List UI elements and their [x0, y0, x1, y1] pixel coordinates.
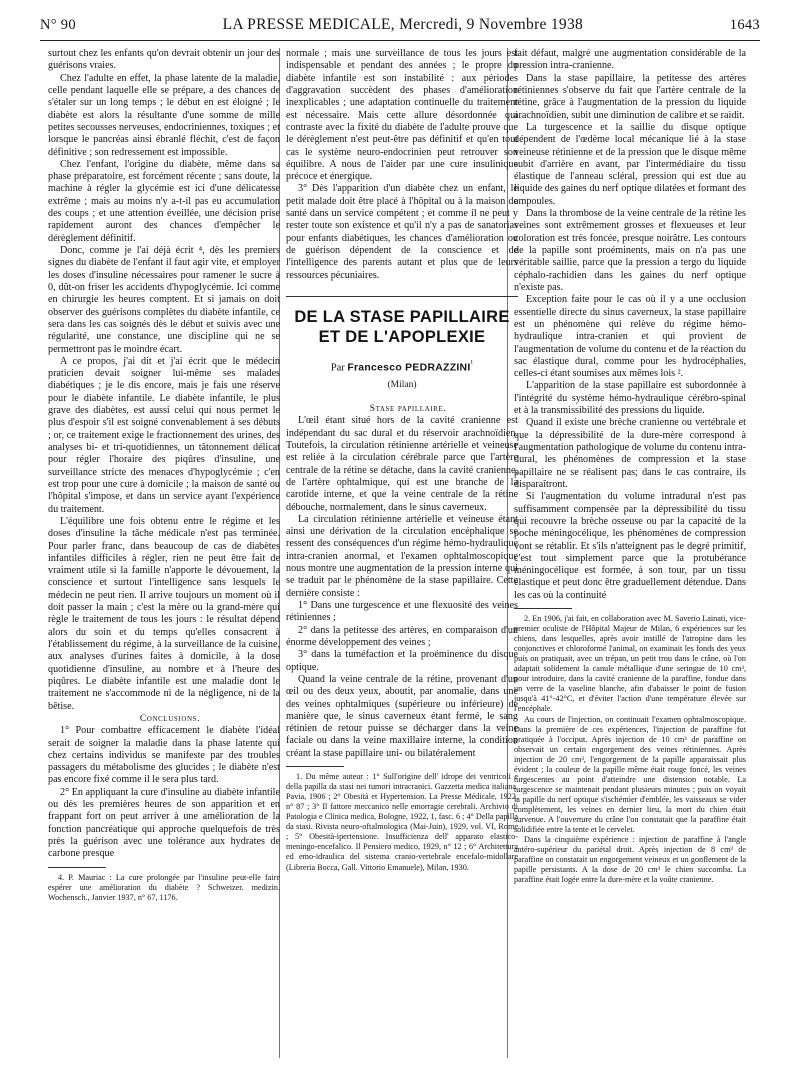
paragraph: 3° Dès l'apparition d'un diabète chez un enfant, le petit malade doit être placé à l'hôpital ou à la maison de santé dans un service compétent ; et comme il ne peut y rester toute son existence et qu'il n'y a pas de sanatorias pour enfants diabétiques, les chances d'amélioration ou de guérison dépendent de la conscience et de l'intelligence des parents autant et plus que de leurs ressources pécuniaires. — [286, 183, 518, 281]
journal-title-date: LA PRESSE MEDICALE, Mercredi, 9 Novembre 1938 — [222, 16, 584, 33]
footnote: Au cours de l'injection, on continuait l'examen ophtalmoscopique. Dans la première de ces expériences, l'injection de paraffine fut pratiquée à l'occiput. Après injection de 10 cm³ de paraffine on observait un certain engorgement des veines rétiniennes. Après injection de 20 cm³, l'engorgement de la papille apparaissait plus évident ; la couleur de la papille même était rouge foncé, les veines turgescentes au point d'atteindre une distension notable. La turgescence se maintenait pendant plusieurs minutes ; puis on voyait la papille du nerf optique s'ischémier d'emblée, les vaisseaux se vider complètement, les veines en dernier lieu, la mort du chien était survenue. A l'ouverture du crâne l'on constatait que la paraffine était solidifiée entre la tente et le cervelet. — [514, 714, 746, 835]
column-2 — [286, 48, 518, 873]
page-number: 1643 — [729, 17, 760, 33]
paragraph: surtout chez les enfants qu'on devrait obtenir un jour des guérisons vraies. — [48, 48, 280, 72]
paragraph: L'équilibre une fois obtenu entre le régime et les doses d'insuline la tâche médicale n'est pas terminée. Pour parler franc, dans beaucoup de cas de diabètes infantiles difficiles à régler, rien ne peut être fait de vraiment utile si la famille n'apporte le dévouement, la conscience et surtout l'intelligence sans lesquels le médecin ne peut rien. Il arrive toujours un moment où il doit passer la main ; c'est la mère ou la grand-mère qui règle le traitement de tous les jours : le résultat dépend alors du soin et du temps qu'elles consacrent à l'établissement du régime, à la surveillance de la cuisine, aux analyses d'urines faites à domicile, à la dose quotidienne d'insuline, au nombre et à l'heure des piqûres. Le diabète infantile est une maladie dont le traitement ne s'accommode ni de la négligence, ni de la bêtise. — [48, 515, 280, 712]
footnote-rule — [286, 766, 344, 767]
paragraph: Donc, comme je l'ai déjà écrit ⁴, dès les premiers signes du diabète de l'enfant il faut agir vite, et employer les doses d'insuline nécessaires pour ramener le sucre à 0, dût-on friser les accidents d'hypoglycémie. Ici comme en chirurgie les heures comptent. Et si jamais on doit observer des guérisons complètes du diabète infantile, ce sera dans les cas soignés dès le début et suivis avec une régularité, une constance, une discipline qui ne se permettront pas le moindre écart. — [48, 245, 280, 355]
paragraph: Dans la stase papillaire, la petitesse des artères rétiniennes s'observe du fait que l'artère centrale de la rétine, grâce à l'augmentation de la pression du liquide arachnoïdien, subit une diminution de calibre et se raidit. — [514, 72, 746, 121]
paragraph: Quand il existe une brèche cranienne ou vertébrale et que la dépressibilité de la dure-mère correspond à l'augmentation pathologique de volume du contenu intra-dural, les phénomènes de compression et la stase papillaire ne se réalisent pas; dans le cas contraire, ils disparaîtront. — [514, 417, 746, 490]
paragraph: Exception faite pour le cas où il y a une occlusion essentielle directe du sinus caverneux, la stase papillaire est un phénomène qui relève du régime hémo-hydraulique intra-cranien et qui provient de l'augmentation de volume du contenu et de la réaction du sac élastique dural, comme pour les hydrocéphalies, celles-ci étant soumises aux mêmes lois ². — [514, 294, 746, 380]
header-rule — [40, 40, 760, 41]
paragraph: 1° Pour combattre efficacement le diabète l'idéal serait de soigner la maladie dans la phase latente qui chez certains individus se manifeste par des troubles passagers du métabolisme des glucides ; le diabète n'est pas encore fixé comme il le sera plus tard. — [48, 725, 280, 786]
paragraph: fait défaut, malgré une augmentation considérable de la pression intra-cranienne. — [514, 48, 746, 72]
section-heading: Stase papillaire. — [369, 404, 447, 415]
footnote: Dans la cinquième expérience : injection de paraffine à l'angle antéro-supérieur du pariétal droit. Après injection de 8 cm³ de paraffine on constatait un engorgement veineux et un gonflement de la papille persistants. A la dose de 20 cm³ le chien succomba. La paraffine était logée entre la dure-mère et la voûte cranienne. — [514, 835, 746, 885]
paragraph: 1° Dans une turgescence et une flexuosité des veines rétiniennes ; — [286, 600, 518, 624]
footnote: 2. En 1906, j'ai fait, en collaboration avec M. Saverio Lainati, vice-premier oculiste de l'Hôpital Majeur de Milan, 6 expériences sur les chiens, dans lesquelles, après avoir instillé de l'atropine dans les conjonctives et chloroformé l'animal, on examinait les fonds des yeux puis on pratiquait, avec un trépan, un petit trou dans le crâne, où l'on adaptait solidement la canule métallique d'une seringue de 10 cm³, pour introduire, dans la cavité cranienne de la paraffine, fondue dans un verre de la vaseline blanche, afin d'abaisser le point de fusion jusqu'à 41°-42°C, et d'éviter l'action d'une température élevée sur l'encéphale. — [514, 614, 746, 714]
paragraph: L'apparition de la stase papillaire est subordonnée à l'intégrité du système hémo-hydraulique cérébro-spinal et à la transmissibilité des pressions du liquide. — [514, 380, 746, 417]
article-title-line: DE LA STASE PAPILLAIRE — [294, 307, 510, 326]
paragraph: La turgescence et la saillie du disque optique dépendent de l'œdème local mécanique lié à la stase veineuse rétinienne et de la pression que le disque même subit d'arrière en avant, par l'intermédiaire du tissu élastique de l'anneau scléral, pression qui est due au liquide des gaines du nerf optique dilatées et formant des ampoules. — [514, 121, 746, 207]
author-name: Francesco PEDRAZZINI — [347, 362, 471, 374]
paragraph: Quand la veine centrale de la rétine, provenant d'un œil ou des deux yeux, aboutit, par anomalie, dans une des veines ophtalmiques (supérieure ou inférieure) de manière que, le sinus caverneux étant fermé, le sang rétinien de retour puisse se décharger dans la veine faciale ou dans la veine maxillaire interne, la condition créant la stase papillaire uni- ou bilatéralement — [286, 673, 518, 759]
footnotes — [48, 873, 280, 903]
paragraph: A ce propos, j'ai dit et j'ai écrit que le médecin praticien devait soigner lui-même ses malades diabétiques ; je le dis encore, mais je fais une réserve pour le diabète infantile. Le diabète infantile, le plus grave des diabètes, est aussi celui qui nous permet le plus d'espoir s'il est soigné convenablement à ses débuts ; or, ce traitement exige le fractionnement des urines, des analyses bi- et tri-quotidiennes, un tâtonnement délicat pour régler l'horaire des piqûres d'insuline, une surveillance stricte des menaces d'hypoglycémie ; c'en est trop pour une cure à domicile ; la maison de santé ou l'hôpital s'impose, et dans un service ayant l'expérience du traitement. — [48, 355, 280, 515]
footnote: 1. Du même auteur : 1° Sull'origine dell' idrope dei ventricoli e della papilla da stasi nei tumori intracranici. Gazzetta medica italiana, Pavia, 1906 ; 2° Obesità et Hypertension. La Presse Médicale, 1922, n° 87 ; 3° Il fattore meccanico nelle emorragie cerebrali. Archivio di Patologia e Clinica medica, Bologne, 1922, 1, fasc. 6 ; 4° Della papilla da stasi. Rivista neuro-oftalmologica (Mai-Juin), 1929, vol. VI, Rome ; 5° Obesità-ipertensione. Insufficienza dell' apparato elastico-meningo-encefalico. Il Pensiero medico, 1929, n° 12 ; 6° Architettura ed emo-idraulica del sistema cranio-vertebrale encefalo-midollare (Libreria Bocca, Gall. Vittorio Emanuele), Milan, 1930. — [286, 772, 518, 872]
section-heading: Conclusions. — [139, 713, 201, 724]
footnote-rule — [48, 867, 106, 868]
footnotes — [286, 772, 518, 872]
article-title — [286, 307, 518, 347]
paragraph: Si l'augmentation du volume intradural n'est pas suffisamment compensée par la dépressibilité du tissu qui recouvre la brèche osseuse ou par la capacité de la poche méningocélique, les phénomènes de compression vont se rétablir. Et s'ils n'atteignent pas le degré primitif, c'est tout simplement parce que la protubérance méningocélique est formée, à son tour, par un tissu élastique et peut donc être graduellement détendue. Dans les cas où la continuité — [514, 491, 746, 601]
page-header — [40, 16, 760, 38]
paragraph: 3° dans la tuméfaction et la proéminence du disque optique. — [286, 649, 518, 673]
paragraph: La circulation rétinienne artérielle et veineuse étant ainsi une dérivation de la circulation encéphalique se ressent des conséquences d'un régime hémo-hydraulique intra-cranien anormal, et l'examen ophtalmoscopique nous montre une augmentation de la pression interne qui se traduit par le phénomène de la stase papillaire. Cette dernière consiste : — [286, 513, 518, 599]
paragraph: Chez l'enfant, l'origine du diabète, même dans sa phase préparatoire, est forcément récente ; sans doute, la machine à régler la glycémie est ici d'une délicatesse extrême ; mais au moins n'y a-t-il pas eu accumulation des coups ; et une attention éveillée, une décision prise rapidement auront des chances d'empêcher le dérèglement définitif. — [48, 158, 280, 244]
author-affiliation: (Milan) — [387, 379, 417, 390]
paragraph: normale ; mais une surveillance de tous les jours est indispensable et pendant des années ; le propre du diabète infantile est son instabilité : aux périodes d'aggravation succèdent des phases d'amélioration inexplicables ; une adaptation continuelle du traitement est nécessaire. Mais cette allure désordonnée qui contraste avec la fixité du diabète de l'adulte prouve que le dérèglement n'est peut-être pas définitif et qu'en tout cas le système neuro-endocrinien peut retrouver son équilibre. A nous de l'aider par une cure insulinique précoce et énergique. — [286, 48, 518, 183]
author-note: ¹ — [470, 357, 474, 368]
column-3 — [514, 48, 746, 885]
paragraph: 2° dans la petitesse des artères, en comparaison d'un énorme développement des veines ; — [286, 624, 518, 648]
byline-prefix: Par — [330, 362, 345, 374]
footnote: 4. P. Mauriac : La cure prolongée par l'insuline peut-elle faire espérer une amélioration du diabète ? Schweizer. medizin. Wochensch., Janvier 1937, n° 67, 1176. — [48, 872, 280, 902]
paragraph: L'œil étant situé hors de la cavité cranienne est indépendant du sac dural et du réservoir arachnoïdien. Toutefois, la circulation rétinienne artérielle et veineuse est reliée à la circulation cérébrale parce que l'artère centrale de la rétine se détache, dans la cavité cranienne, de l'artère ophtalmique, qui est une branche de la carotide interne, et que la veine centrale de la rétine débouche, normalement, dans le sinus caverneux. — [286, 415, 518, 513]
footnotes — [514, 614, 746, 885]
paragraph: Chez l'adulte en effet, la phase latente de la maladie, celle pendant laquelle elle se prépare, a des chances de s'étaler sur un long temps ; le début en est éloigné ; le diabète est alors la résultante d'une somme de mille petites secousses nerveuses, endocriniennes, toxiques ; et lorsque le pancréas ainsi ébranlé fléchit, c'est de façon définitive ; son redressement est impossible. — [48, 72, 280, 158]
column-1 — [48, 48, 280, 903]
article-title-line: ET DE L'APOPLEXIE — [318, 327, 486, 346]
footnote-rule — [514, 608, 572, 609]
article-rule — [286, 296, 518, 297]
paragraph: Dans la thrombose de la veine centrale de la rétine les veines sont extrêmement grosses et flexueuses et leur coloration est très foncée, presque noirâtre. Les contours de la papille sont proéminents, mais on n'a pas une véritable saillie, parce que la pression a tergo du liquide céphalo-rachidien dans les gaines du nerf optique n'existe pas. — [514, 208, 746, 293]
byline — [286, 357, 518, 375]
paragraph: 2° En appliquant la cure d'insuline au diabète infantile ou dès les premières heures de son apparition et en frappant fort on peut arriver à une amélioration de la fonction pancréatique qui approche quelquefois de très près la guérison avec une tolérance aux hydrates de carbone presque — [48, 786, 280, 860]
issue-number: N° 90 — [40, 17, 76, 33]
